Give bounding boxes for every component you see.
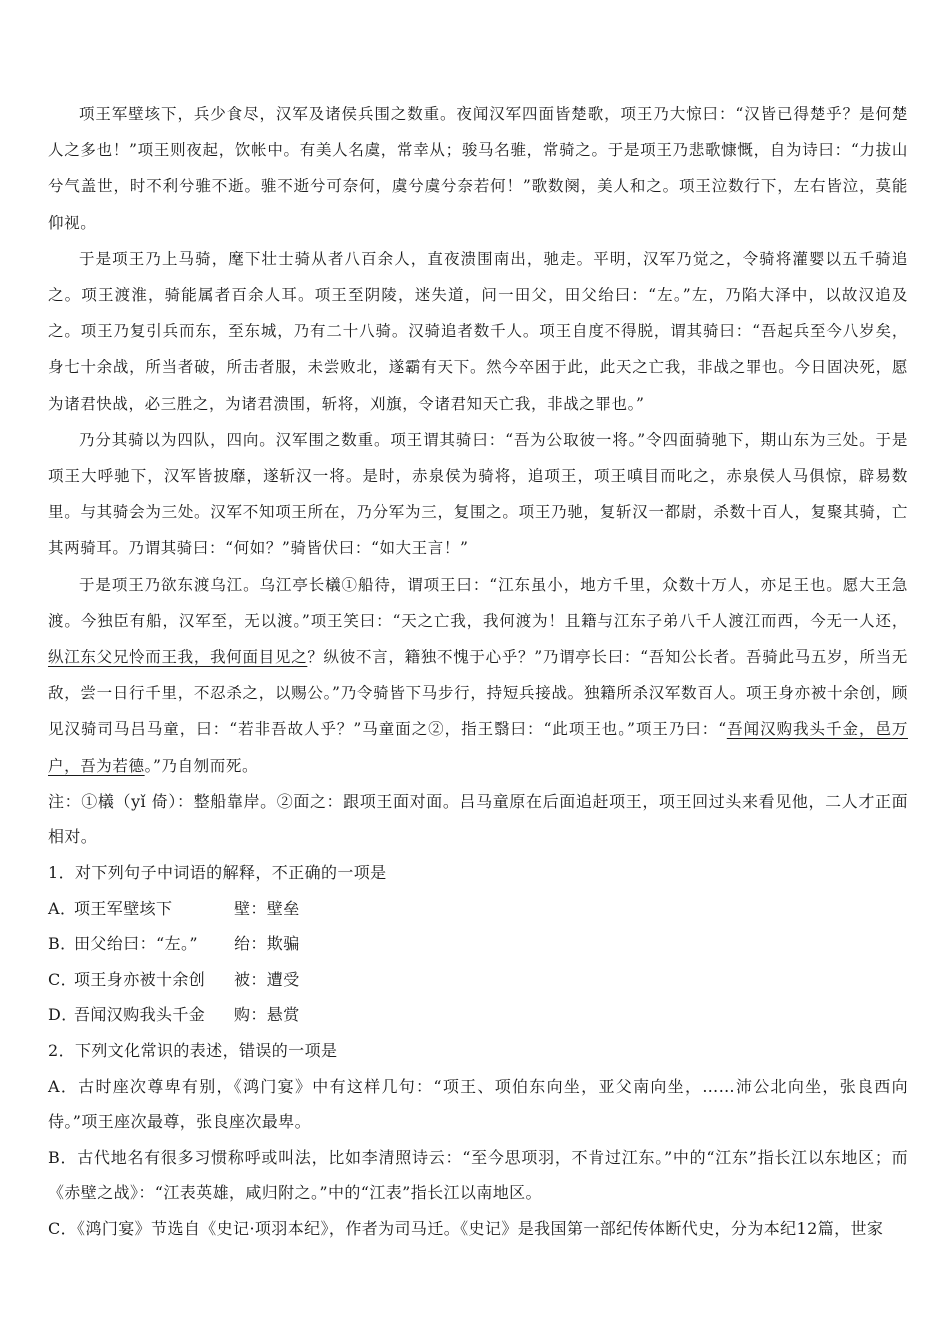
underlined-sentence-2: 吾闻汉购我头千金，邑万户，吾为若德 <box>48 720 908 775</box>
passage-text: 。”乃自刎而死。 <box>144 756 259 775</box>
option-letter: A． <box>48 898 77 918</box>
option-text: 项王身亦被十余创 <box>74 969 206 989</box>
passage-paragraph-4 <box>48 567 908 784</box>
question-1-option-d <box>48 997 908 1033</box>
option-letter: C． <box>48 969 78 989</box>
question-2-option-a: A．古时座次尊卑有别，《鸿门宴》中有这样几句：“项王、项伯东向坐，亚父南向坐，……沛公北向坐，张良西向侍。”项王座次最尊，张良座次最卑。 <box>48 1076 908 1132</box>
passage-text: 于是项王乃欲东渡乌江。乌江亭长檥①船待，谓项王曰：“江东虽小，地方千里，众数十万人，亦足王也。愿大王急渡。今独臣有船，汉军至，无以渡。”项王笑曰：“天之亡我，我何渡为！且籍与江东子弟八千人渡江而西，今无一人还， <box>48 575 908 630</box>
passage-text: ？纵彼不言，籍独不愧于心乎？”乃谓亭长曰：“吾知公长者。吾骑此马五岁，所当无敌，尝一日行千里，不忍杀之，以赐公。”乃令骑皆下马步行，持短兵接战。独籍所杀汉军数百人。项王身亦被十余创，顾见汉骑司马吕马童，曰：“若非吾故人乎？”马童面之②，指王翳曰：“此项王也。”项王乃曰：“ <box>48 648 908 739</box>
question-1-option-a <box>48 891 908 927</box>
question-2-option-c: C．《鸿门宴》节选自《史记·项羽本纪》，作者为司马迁。《史记》是我国第一部纪传体断代史，分为本纪12篇，世家 <box>48 1218 884 1238</box>
questions-block <box>48 784 908 1247</box>
option-gloss: 壁：壁垒 <box>234 898 300 918</box>
question-1-option-c <box>48 962 908 998</box>
option-letter: B． <box>48 934 77 954</box>
annotation-notes: 注：①檥（yǐ 倚）：整船靠岸。②面之：跟项王面对面。吕马童原在后面追赶项王，项王回过头来看见他，二人才正面相对。 <box>48 791 908 847</box>
question-1-stem: 1．对下列句子中词语的解释，不正确的一项是 <box>48 863 387 883</box>
exam-page <box>48 96 908 1247</box>
classical-passage <box>48 96 908 784</box>
option-letter: D． <box>48 1005 78 1025</box>
passage-paragraph-1: 项王军壁垓下，兵少食尽，汉军及诸侯兵围之数重。夜闻汉军四面皆楚歌，项王乃大惊曰：“汉皆已得楚乎？是何楚人之多也！”项王则夜起，饮帐中。有美人名虞，常幸从；骏马名骓，常骑之。于是项王乃悲歌慷慨，自为诗曰：“力拔山兮气盖世，时不利兮骓不逝。骓不逝兮可奈何，虞兮虞兮奈若何！”歌数阕，美人和之。项王泣数行下，左右皆泣，莫能仰视。 <box>48 105 908 232</box>
option-gloss: 购：悬赏 <box>234 1005 300 1025</box>
question-2-option-b: B．古代地名有很多习惯称呼或叫法，比如李清照诗云：“至今思项羽，不肯过江东。”中的“江东”指长江以东地区；而《赤壁之战》：“江表英雄，咸归附之。”中的“江表”指长江以南地区。 <box>48 1147 908 1203</box>
passage-paragraph-2: 于是项王乃上马骑，麾下壮士骑从者八百余人，直夜溃围南出，驰走。平明，汉军乃觉之，令骑将灌婴以五千骑追之。项王渡淮，骑能属者百余人耳。项王至阴陵，迷失道，问一田父，田父绐曰：“左。”左，乃陷大泽中，以故汉追及之。项王乃复引兵而东，至东城，乃有二十八骑。汉骑追者数千人。项王自度不得脱，谓其骑曰：“吾起兵至今八岁矣，身七十余战，所当者破，所击者服，未尝败北，遂霸有天下。然今卒困于此，此天之亡我，非战之罪也。今日固决死，愿为诸君快战，必三胜之，为诸君溃围，斩将，刈旗，令诸君知天亡我，非战之罪也。” <box>48 249 908 413</box>
option-text: 田父绐曰：“左。” <box>74 934 198 954</box>
option-gloss: 被：遭受 <box>234 969 300 989</box>
question-1-option-b <box>48 926 908 962</box>
passage-paragraph-3: 乃分其骑以为四队，四向。汉军围之数重。项王谓其骑曰：“吾为公取彼一将。”令四面骑驰下，期山东为三处。于是项王大呼驰下，汉军皆披靡，遂斩汉一将。是时，赤泉侯为骑将，追项王，项王嗔目而叱之，赤泉侯人马俱惊，辟易数里。与其骑会为三处。汉军不知项王所在，乃分军为三，复围之。项王乃驰，复斩汉一都尉，杀数十百人，复聚其骑，亡其两骑耳。乃谓其骑曰：“何如？”骑皆伏曰：“如大王言！” <box>48 430 908 558</box>
question-2-stem: 2．下列文化常识的表述，错误的一项是 <box>48 1041 338 1061</box>
underlined-sentence-1: 纵江东父兄怜而王我，我何面目见之 <box>48 648 308 667</box>
option-text: 项王军壁垓下 <box>74 898 173 918</box>
option-gloss: 绐：欺骗 <box>234 934 300 954</box>
option-text: 吾闻汉购我头千金 <box>74 1005 206 1025</box>
